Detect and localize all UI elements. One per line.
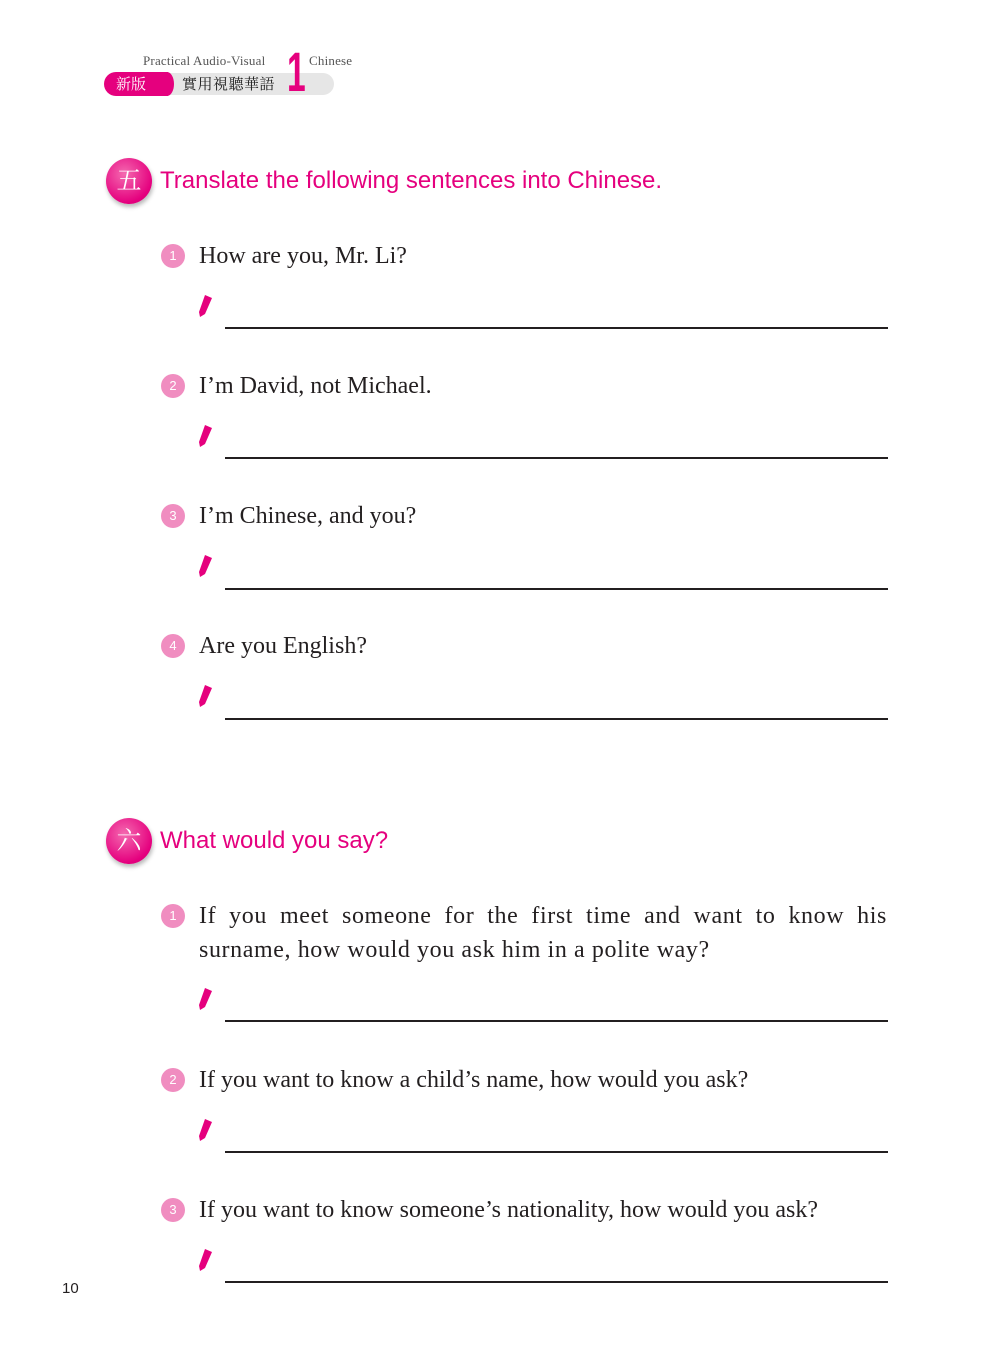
section-6-badge: 六: [106, 818, 152, 864]
header-title-en-part1: Practical Audio-Visual: [143, 53, 266, 68]
pencil-icon: [197, 986, 215, 1012]
pencil-icon: [197, 1117, 215, 1143]
answer-line[interactable]: [225, 718, 888, 720]
question-text: I’m David, not Michael.: [199, 373, 432, 399]
answer-line[interactable]: [225, 588, 888, 590]
section-5-title: Translate the following sentences into Chinese.: [160, 167, 663, 194]
question-number: 1: [161, 904, 185, 928]
question-text: If you want to know a child’s name, how would you ask?: [199, 1067, 749, 1093]
section-5-badge: 五: [106, 158, 152, 204]
volume-number: 1: [287, 40, 306, 103]
question-number: 4: [161, 634, 185, 658]
question-number: 3: [161, 504, 185, 528]
edition-tag: 新版: [104, 72, 168, 96]
pencil-icon: [197, 553, 215, 579]
section-6-title: What would you say?: [160, 827, 389, 854]
question-number: 2: [161, 1068, 185, 1092]
answer-line[interactable]: [225, 327, 888, 329]
header-title-en-part2: Chinese: [309, 53, 353, 68]
pencil-icon: [197, 1247, 215, 1273]
answer-line[interactable]: [225, 1151, 888, 1153]
question-number: 1: [161, 244, 185, 268]
pencil-icon: [197, 293, 215, 319]
header-title-zh: 實用視聽華語: [182, 75, 276, 93]
question-text: How are you, Mr. Li?: [199, 243, 407, 269]
page-number: 10: [62, 1280, 79, 1297]
answer-line[interactable]: [225, 1281, 888, 1283]
question-text: I’m Chinese, and you?: [199, 503, 417, 529]
question-text: Are you English?: [199, 633, 367, 659]
question-text: If you meet someone for the first time and want to know his surname, how would you ask him in a polite way?: [199, 903, 887, 963]
question-text: If you want to know someone’s nationality, how would you ask?: [199, 1197, 819, 1223]
answer-line[interactable]: [225, 1020, 888, 1022]
pencil-icon: [197, 683, 215, 709]
answer-line[interactable]: [225, 457, 888, 459]
question-number: 2: [161, 374, 185, 398]
question-number: 3: [161, 1198, 185, 1222]
pencil-icon: [197, 423, 215, 449]
